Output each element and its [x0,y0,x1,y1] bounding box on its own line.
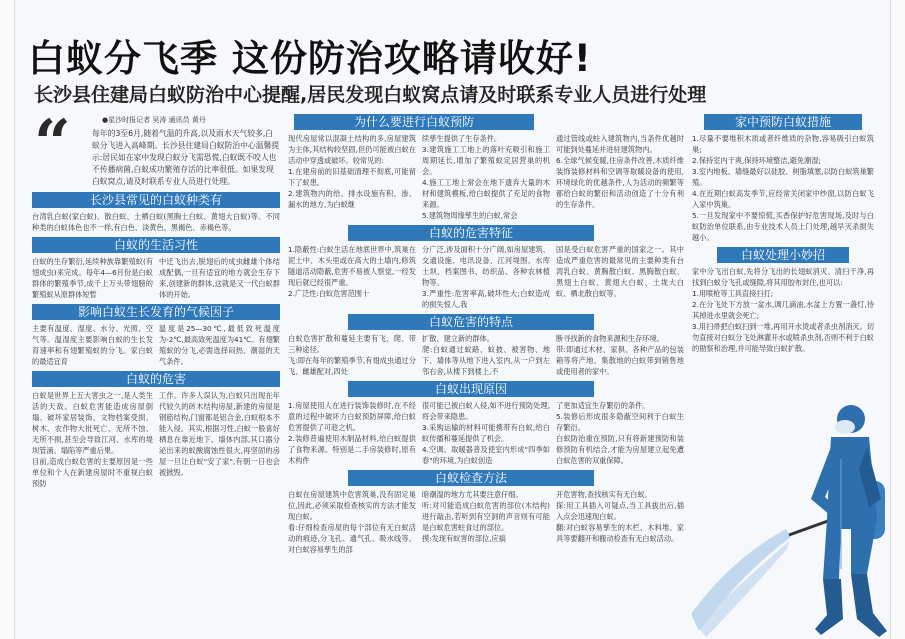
section-title: 白蚁出现原因 [348,381,594,397]
column-middle [288,112,684,634]
section-title: 白蚁的生活习性 [32,237,280,253]
three-column-text [288,400,684,466]
section-text: 1.房屋使用人在进行装饰装修时,在不经意的过程中破坏力白蚁预防屏障,给白蚁危害提供了可趁之机。 2.装修普遍使用木制品材料,给白蚁提供了食物来源。特别是二手房装修时,原有木构件 [288,401,416,465]
section-text: 现代房屋常以混凝土结构的多,房屋建筑为主体,其结构较坚固,但仍可能被白蚁在活动中穿透或破坏。较常见的: 1.在建房前的旧基础清理不彻底,可能留下了蚁患。 2.建筑物内的给、排水设施有积、渗、漏水的地方,为白蚁继 [288,134,416,209]
section-title: 家中预防白蚁措施 [704,114,862,130]
lead-text: 每年的3至6月,随着气温的升高,以及雨水天气较多,白蚁分飞进入高峰期。长沙县住建局白蚁防治中心温馨提示:居民如在家中发现白蚁分飞需恐慌,白蚁既不咬人也不传播病菌,白蚁成功繁殖存活的比率很低。如果发现白蚁窝点,请及时联系专业人员进行处理。 [92,129,280,186]
section-text: 白蚁在房屋建筑中危害筑巢,没有固定巢位,因此,必须采取检查核实的方法才能发现白蚁。 看:仔细检查房屋的每个部位有无白蚁活动的痕迹,分飞孔、通气孔、吸水线等。对白蚁容易孳生的部 [288,490,416,554]
two-column-text [32,323,280,367]
two-column-text [32,390,280,489]
section-title: 影响白蚁生长发育的气候因子 [32,304,280,320]
headline: 白蚁分飞季 这份防治攻略请收好! [28,37,592,80]
section-text: 续孳生提供了生存条件。 3.建筑施工工地上的落叶充吸引和施工周期延长,增加了繁殖蚁定居营巢的机会。 4.施工工地上常会在地下遗弃大量的木材和建筑模板,给白蚁提供了充足的食物来源。 5.建筑物周缘孳生的白蚁,常会 [422,134,550,220]
section-text: 白蚁是世界上五大害虫之一,是人类生活的天敌。白蚁危害能造成房屋倒塌、破坏家居装饰、文物档案受损、树木、农作物大批死亡、无所不蚀、无所不损,甚至会导致江河、水库的堤坝管涌、塌陷等严重后果。 目前,造成白蚁危害的主要原因是一些单位和个人在新建房屋时不重视白蚁预防 [32,391,153,488]
column-left [32,114,280,634]
pest-control-worker-illustration [691,399,891,639]
section-title: 白蚁的危害 [32,371,280,387]
section-text: 温度是25—30℃,最低致死温度为-2℃,最高致死温度为41℃。有翅繁殖蚁的分飞,必需选择闷热、潮湿的天气条件。 [159,324,280,366]
section-text: 家中分飞出白蚁,先将分飞出的长翅蚁消灭、清扫干净,再找到白蚁分飞孔或缝隙,将其用胶布封住,也可以: 1.用喷枪等工具直接扫打; 2.在分飞处下方放一盆水,调几滴油,水盆上方置一盏灯,待其掉进水里就会死亡; 3.用扫帚把白蚁扫到一堆,再用开水烫或者杀虫剂消灭。切勿直接对白蚁分飞处淋灌开水或喷杀虫剂,否则不利于白蚁的勘察和治理,并可能导致白蚁扩散。 [692,267,874,353]
lead-paragraph [32,114,280,188]
section-title: 白蚁检查方法 [348,470,594,486]
section-text: 1.隐蔽性:白蚁生活在地底世界中,筑巢在泥土中、木头里或在高大的土墙内,修筑隧道活动隐蔽,危害不易被人察觉,一经发现后就已经很严重。 2.广泛性:白蚁危害范围十 [288,245,416,298]
section-text: 主要有温度、湿度、水分、光照、空气等。温湿度主要影响白蚁的生长发育速率和有翅繁殖蚁的分飞。家白蚁的最适宜育 [32,324,153,366]
three-column-text [288,333,684,377]
quote-mark-icon: “ [34,114,71,181]
section-title: 白蚁处理小妙招 [717,247,849,263]
worker-figure-icon [811,405,887,637]
section-text: 白蚁危害扩散和蔓延主要有飞、爬、带三种途径。 飞:即在每年的繁殖季节,有翅成虫通过分飞、雌雄配对,四处 [288,334,416,376]
section-text: 中迁飞出去,脱翅后的成虫雌雄个体结成配偶,一旦有适宜的地方就会生存下来,创建新的群体,这就是又一代白蚁群体的开始。 [159,257,280,299]
three-column-text [288,133,684,221]
section-text: 很可能已被白蚁入侵,如不进行预防处理,将会带来隐患。 3.采购运输的材料可能携带有白蚁,给白蚁传播和蔓延提供了机会。 4.空调、取暖器普及使室内形成"四季如春"的环境,为白蚁创造 [422,401,550,465]
section-title: 为什么要进行白蚁预防 [294,114,534,130]
section-text: 暗潮湿的地方尤其要注意仔细。 听:对可能造成白蚁危害的部位(木结构)进行敲击,若听到有空洞的声音则有可能是白蚁危害蛀食过的部位。 摸:发现有蚁害的部位,应搞 [422,490,550,543]
section-text: 断寻找新的食物来源和生存环境。 带:即通过木材、家俱、各种产品的包装箱等将产地、集散地的白蚁带到销售地或使用者的家中。 [556,334,684,376]
section-text: 分广泛,涉及面积十分广阔,如房屋建筑、交通设施、电讯设备、江河堤围、水库土坝、档案图书、纺织品、各种农林植物等。 3.严重性:危害率高,破坏性大;白蚁造成的损失惊人,我 [422,245,550,309]
two-column-text [32,256,280,300]
section-text: 国是受白蚁危害严重的国家之一。其中造成严重危害的最常见的主要种类有台湾乳白蚁、黄胸散白蚁、黑胸散白蚁、黑翅土白蚁、黄翅大白蚁、土垅大白蚁、栖北散白蚁等。 [556,245,684,298]
section-text: 通过管线或蛀入建筑物内,当条件优越时可能到处蔓延并进驻建筑物内。 6.全球气候变暖,住房条件改善,木质纤维装饰装修材料和空调等取暖设备的使用,环境绿化的优越条件,人为活动的频繁等都给白蚁的繁衍和活动创造了十分有利的生存条件。 [556,134,684,209]
left-margin [0,0,15,639]
section-text: 开危害物,查找核实有无白蚁。 探:用工具插入可疑点,当工具拔出后,插入点会迅速现白蚁。 翻:对白蚁容易孳生的木栏、木料堆、家具等要翻开和搬动检查有无白蚁活动。 [556,490,684,543]
section-text: 了更加适宜生存繁衍的条件。 5.装修后形成很多隐蔽空间利于白蚁生存繁衍。 白蚁防治重在预防,只有将新建预防和装修预防有机结合,才能为房屋建立起免遭白蚁危害的双重保障。 [556,401,684,465]
section-text: 工作。许多人误认为,白蚁只出现在年代较久的砖木结构房屋,新建的房屋是钢筋结构,门窗都是铝合金,白蚁根本不能入侵。其实,根据习性,白蚁一般喜好栖息在靠近地下、墙体内部,其口器分泌出来的蚁酸腐蚀性很大,再坚固的房屋一旦让白蚁"安了家",有朝一日也会被掀毁。 [159,391,280,477]
section-text: 白蚁的生存繁衍,延续种族靠繁殖蚁(有翅成虫)来完成。每年4—6月份是白蚁群体的繁殖季节,成千上万头带翅膀的繁殖蚁从原群体短暂 [32,257,153,299]
section-text: 台湾乳白蚁(家白蚁)、散白蚁、土栖白蚁(黑胸土白蚁、黄翅大白蚁)等。不同种类的白蚁体色也不一样,有白色、淡黄色、黑褐色、赤褐色等。 [32,212,280,232]
spray-mist-icon [691,529,791,637]
three-column-text [288,244,684,310]
column-right [692,112,874,392]
section-title: 白蚁危害的特点 [348,314,594,330]
byline: ●星沙时报记者 吴涛 通讯员 黄丹 [102,116,206,124]
section-title: 长沙县常见的白蚁种类有 [32,192,280,208]
section-text: 1.尽量不要堆积木质或者纤维质的杂物,容易吸引白蚁筑巢; 2.保持室内干爽,保持环境整洁,避免潮湿; 3.室内地板、墙缝最好以硅胶、树脂填塞,以防白蚁筑巢繁殖。 4.在近期白蚁高发季节,应经常关闭家中纱窗,以防白蚁飞入家中筑巢。 5.一旦发现家中不要惊慌,买香保护好危害现场,及时与白蚁防治单位联系,由专业技术人员上门处理,越早灭杀损失越小。 [692,134,874,242]
subheadline: 长沙县住建局白蚁防治中心提醒,居民发现白蚁窝点请及时联系专业人员进行处理 [34,84,707,106]
section-title: 白蚁的危害特征 [348,225,594,241]
section-text: 扩散、建立新的群体。 爬:白蚁通过蚁路、蚁披、被害物、地下、墙体等从地下进入室内,从一户到左邻右舍,从楼下到楼上,不 [422,334,550,376]
three-column-text [288,489,684,555]
